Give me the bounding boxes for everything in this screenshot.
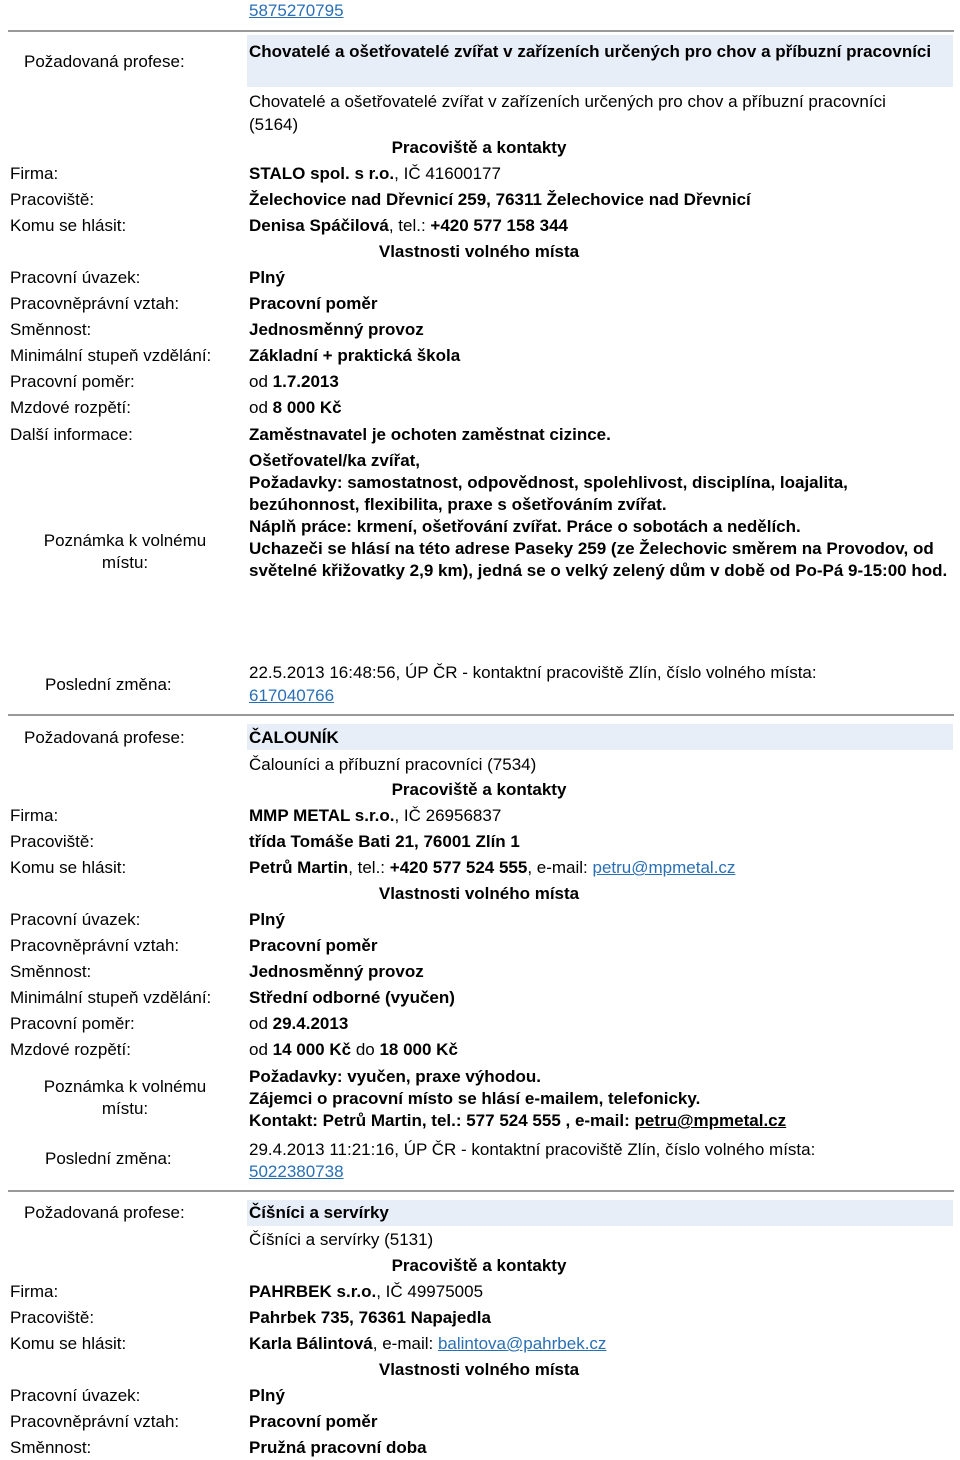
shifts-label: Směnnost: [10,962,92,981]
shifts-value: Jednosměnný provoz [249,962,424,981]
shifts-label: Směnnost: [10,1438,92,1457]
education-label: Minimální stupeň vzdělání: [10,346,212,365]
workplace-label: Pracoviště: [10,832,95,851]
salary-value [249,398,342,418]
note-value [249,1066,954,1132]
employment-value [249,372,339,392]
note-line [249,1110,954,1132]
contact-label: Komu se hlásit: [10,858,127,877]
firm-value [249,1282,483,1302]
profession-title: ČALOUNÍK [249,728,339,747]
profession-category: Čalouníci a příbuzní pracovníci (7534) [249,755,537,774]
note-label-line2: místu: [101,553,149,572]
vacancy-number-link[interactable]: 617040766 [249,686,335,705]
contact-tel-label: , tel.: [348,858,390,877]
salary-prefix: od [249,398,273,417]
contact-value [249,858,735,878]
top-vacancy-link[interactable]: 5875270795 [249,1,344,20]
education-value: Základní + praktická škola [249,346,461,365]
contact-name: Karla Bálintová [249,1334,373,1353]
further-info-value: Zaměstnavatel je ochoten zaměstnat cizince. [249,425,611,444]
workload-value: Plný [249,910,285,929]
relation-label: Pracovněprávní vztah: [10,294,180,313]
employment-date: 29.4.2013 [272,1014,349,1033]
contact-label: Komu se hlásit: [10,1334,127,1353]
salary-label: Mzdové rozpětí: [10,398,131,417]
section-workplace-contacts: Pracoviště a kontakty [391,1256,567,1275]
firm-label: Firma: [10,1282,59,1301]
contact-phone: +420 577 158 344 [430,216,568,235]
shifts-value: Pružná pracovní doba [249,1438,427,1457]
last-change-value: 29.4.2013 11:21:16, ÚP ČR - kontaktní pracoviště Zlín, číslo volného místa: [249,1140,816,1159]
employment-label: Pracovní poměr: [10,372,135,391]
contact-name: Denisa Spáčilová [249,216,389,235]
divider [8,30,954,32]
firm-ico: , IČ 49975005 [376,1282,484,1301]
profession-category: Číšníci a servírky (5131) [249,1230,434,1249]
employment-date: 1.7.2013 [272,372,339,391]
note-value [249,450,954,582]
firm-ico: , IČ 41600177 [394,164,501,183]
firm-name: MMP METAL s.r.o. [249,806,395,825]
relation-value: Pracovní poměr [249,294,378,313]
last-change-value: 22.5.2013 16:48:56, ÚP ČR - kontaktní pracoviště Zlín, číslo volného místa: [249,663,817,682]
salary-value [249,1040,458,1060]
firm-name: STALO spol. s r.o. [249,164,395,183]
salary-from: 8 000 Kč [272,398,342,417]
last-change-label: Poslední změna: [45,1149,172,1168]
note-line: Zájemci o pracovní místo se hlásí e-mailem, telefonicky. [249,1089,701,1108]
salary-label: Mzdové rozpětí: [10,1040,131,1059]
vacancy-number-link[interactable]: 5022380738 [249,1162,344,1181]
workplace-value: třída Tomáše Bati 21, 76001 Zlín 1 [249,832,520,851]
firm-value [249,164,501,184]
workload-label: Pracovní úvazek: [10,910,141,929]
note-line: Ošetřovatel/ka zvířat, [249,451,421,470]
note-line: Požadavky: samostatnost, odpovědnost, spolehlivost, disciplína, loajalita, bezúhonnost, flexibilita, praxe s ošetřováním zvířat. [249,473,848,514]
salary-prefix: od [249,1040,273,1059]
contact-value [249,216,568,236]
workload-label: Pracovní úvazek: [10,1386,141,1405]
shifts-label: Směnnost: [10,320,92,339]
section-vacancy-properties: Vlastnosti volného místa [378,242,580,261]
section-workplace-contacts: Pracoviště a kontakty [391,780,567,799]
workplace-label: Pracoviště: [10,190,95,209]
salary-mid: do [351,1040,380,1059]
workplace-value: Pahrbek 735, 76361 Napajedla [249,1308,491,1327]
note-label-line2: místu: [101,1099,149,1118]
note-label-line1: Poznámka k volnému [43,531,207,550]
further-info-label: Další informace: [10,425,133,444]
note-contact-text: Kontakt: Petrů Martin, tel.: 577 524 555 , e-mail: [249,1111,635,1130]
note-line: Uchazeči se hlásí na této adrese Paseky 259 (ze Želechovic směrem na Provodov, od světelné křižovatky 2,9 km), jedná se o velký zelený dům v době od Po-Pá 9-15:00 hod. [249,539,948,580]
workplace-label: Pracoviště: [10,1308,95,1327]
salary-from: 14 000 Kč [272,1040,352,1059]
profession-label: Požadovaná profese: [24,728,185,747]
contact-label: Komu se hlásit: [10,216,127,235]
salary-to: 18 000 Kč [379,1040,458,1059]
last-change-label: Poslední změna: [45,675,172,694]
firm-label: Firma: [10,806,59,825]
contact-tel-label: , tel.: [388,216,431,235]
contact-value [249,1334,606,1354]
note-line: Požadavky: vyučen, praxe výhodou. [249,1067,541,1086]
note-label [10,530,240,574]
employment-prefix: od [249,1014,273,1033]
section-workplace-contacts: Pracoviště a kontakty [391,138,567,157]
section-vacancy-properties: Vlastnosti volného místa [378,1360,580,1379]
profession-title: Chovatelé a ošetřovatelé zvířat v zařízeních určených pro chov a příbuzní pracovníci [249,42,932,61]
workload-value: Plný [249,268,285,287]
contact-phone: +420 577 524 555 [389,858,528,877]
relation-value: Pracovní poměr [249,1412,378,1431]
firm-name: PAHRBEK s.r.o. [249,1282,377,1301]
relation-value: Pracovní poměr [249,936,378,955]
section-vacancy-properties: Vlastnosti volného místa [378,884,580,903]
note-line: Náplň práce: krmení, ošetřování zvířat. Práce o sobotách a nedělích. [249,517,801,536]
education-value: Střední odborné (vyučen) [249,988,455,1007]
profession-title: Číšníci a servírky [249,1203,389,1222]
contact-email-label: , e-mail: [372,1334,438,1353]
note-label [10,1076,240,1120]
contact-name: Petrů Martin [249,858,349,877]
workload-label: Pracovní úvazek: [10,268,141,287]
firm-label: Firma: [10,164,59,183]
relation-label: Pracovněprávní vztah: [10,936,180,955]
contact-email-link[interactable]: petru@mpmetal.cz [592,858,736,877]
divider [8,714,954,716]
employment-label: Pracovní poměr: [10,1014,135,1033]
profession-category: Chovatelé a ošetřovatelé zvířat v zařízeních určených pro chov a příbuzní pracovníci (5164) [249,92,886,134]
workload-value: Plný [249,1386,285,1405]
education-label: Minimální stupeň vzdělání: [10,988,212,1007]
firm-ico: , IČ 26956837 [394,806,502,825]
employment-prefix: od [249,372,273,391]
contact-email-label: , e-mail: [527,858,593,877]
note-label-line1: Poznámka k volnému [43,1077,207,1096]
profession-label: Požadovaná profese: [24,52,185,71]
shifts-value: Jednosměnný provoz [249,320,424,339]
note-email-link[interactable]: petru@mpmetal.cz [634,1111,787,1130]
profession-highlight [247,724,953,750]
employment-value [249,1014,348,1034]
divider [8,1190,954,1192]
workplace-value: Želechovice nad Dřevnicí 259, 76311 Želechovice nad Dřevnicí [249,190,751,209]
contact-email-link[interactable]: balintova@pahrbek.cz [437,1334,607,1353]
profession-label: Požadovaná profese: [24,1203,185,1222]
firm-value [249,806,501,826]
relation-label: Pracovněprávní vztah: [10,1412,180,1431]
